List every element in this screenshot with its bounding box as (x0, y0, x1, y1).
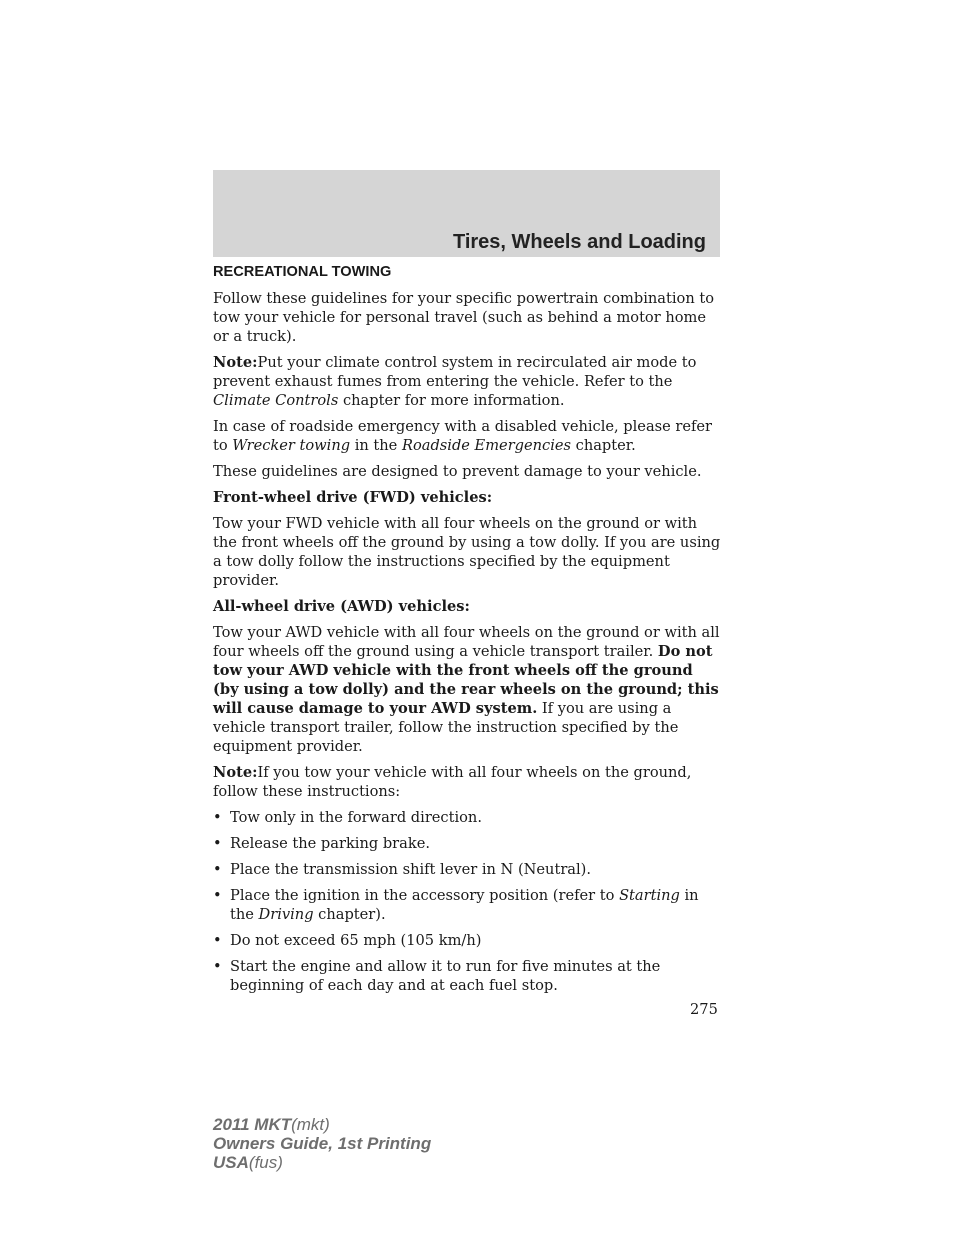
list-item (213, 834, 723, 853)
emergency-paragraph (213, 417, 723, 455)
list-item (213, 957, 723, 995)
fwd-heading: Front-wheel drive (FWD) vehicles: (213, 489, 493, 506)
list-item (213, 860, 723, 879)
towing-instructions-list (213, 808, 723, 995)
list-item-text: Place the ignition in the accessory position (refer to (230, 887, 620, 904)
list-item-text: chapter). (313, 906, 386, 923)
awd-heading: All-wheel drive (AWD) vehicles: (213, 598, 470, 615)
driving-ref: Driving (258, 906, 314, 923)
climate-controls-ref: Climate Controls (213, 392, 339, 409)
emergency-tail: chapter. (571, 437, 636, 454)
bullet-icon: • (213, 861, 222, 878)
list-item (213, 931, 723, 950)
page-number: 275 (690, 1001, 718, 1018)
note-four-wheels-text: If you tow your vehicle with all four wheels on the ground, follow these instructions: (213, 764, 692, 800)
emergency-mid: in the (350, 437, 402, 454)
list-item-text: in the (230, 887, 699, 923)
footer-line-guide: Owners Guide, 1st Printing (213, 1134, 432, 1153)
note-climate-text: Put your climate control system in recirculated air mode to prevent exhaust fumes from entering the vehicle. Refer to the (213, 354, 697, 390)
note-climate-paragraph (213, 353, 723, 410)
chapter-title: Tires, Wheels and Loading (452, 231, 706, 253)
footer-model: 2011 MKT (213, 1115, 292, 1134)
wrecker-towing-ref: Wrecker towing (232, 437, 351, 454)
page-content (213, 263, 723, 1002)
list-item (213, 808, 723, 827)
awd-paragraph (213, 623, 723, 756)
list-item (213, 886, 723, 924)
awd-text-tail: If you are using a vehicle transport trailer, follow the instruction specified by the equipment provider. (213, 700, 679, 755)
intro-paragraph: Follow these guidelines for your specific powertrain combination to tow your vehicle for personal travel (such as behind a motor home or a truck). (213, 290, 715, 345)
print-footer (213, 1115, 431, 1172)
bullet-icon: • (213, 932, 222, 949)
starting-ref: Starting (619, 887, 680, 904)
guidelines-paragraph: These guidelines are designed to prevent damage to your vehicle. (213, 463, 702, 480)
list-item-text: Start the engine and allow it to run for five minutes at the beginning of each day and at each fuel stop. (230, 958, 661, 994)
bullet-icon: • (213, 887, 222, 904)
fwd-paragraph: Tow your FWD vehicle with all four wheels on the ground or with the front wheels off the ground by using a tow dolly. If you are using a tow dolly follow the instructions specified by the equipment provider. (213, 515, 721, 589)
chapter-header-band (213, 170, 720, 257)
note-label: Note: (213, 764, 258, 781)
emergency-text: In case of roadside emergency with a disabled vehicle, please refer to (213, 418, 713, 454)
note-label: Note: (213, 354, 258, 371)
footer-line-market (213, 1153, 431, 1172)
footer-market: USA (213, 1153, 249, 1172)
awd-text: Tow your AWD vehicle with all four wheels on the ground or with all four wheels off the ground using a vehicle transport trailer. (213, 624, 720, 660)
footer-line-model (213, 1115, 431, 1134)
footer-model-code: (mkt) (291, 1115, 330, 1134)
list-item-text: Place the transmission shift lever in N (Neutral). (230, 861, 591, 878)
section-heading: RECREATIONAL TOWING (213, 264, 392, 280)
list-item-text: Tow only in the forward direction. (230, 809, 482, 826)
bullet-icon: • (213, 958, 222, 975)
bullet-icon: • (213, 809, 222, 826)
bullet-icon: • (213, 835, 222, 852)
note-four-wheels-paragraph (213, 763, 723, 801)
list-item-text: Release the parking brake. (230, 835, 430, 852)
note-climate-tail: chapter for more information. (338, 392, 565, 409)
list-item-text: Do not exceed 65 mph (105 km/h) (230, 932, 482, 949)
roadside-emergencies-ref: Roadside Emergencies (401, 437, 572, 454)
footer-market-code: (fus) (248, 1153, 283, 1172)
awd-warning: Do not tow your AWD vehicle with the front wheels off the ground (by using a tow dolly) and the rear wheels on the ground; this will cause damage to your AWD system. (213, 643, 719, 717)
